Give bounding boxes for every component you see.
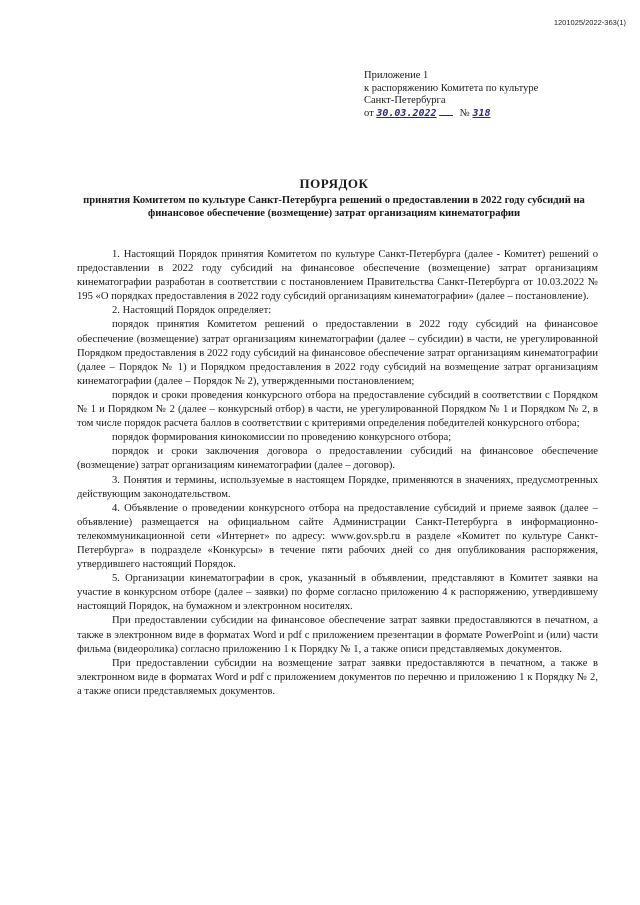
handwritten-number: 318 <box>472 107 491 119</box>
handwritten-date: 30.03.2022 <box>376 107 437 119</box>
title-subtitle: принятия Комитетом по культуре Санкт-Петербурга решений о предоставлении в 2022 году субсидий на финансовое обеспечение (возмещение) затрат организациям кинематографии <box>83 195 585 219</box>
paragraph: 3. Понятия и термины, используемые в настоящем Порядке, применяются в значениях, предусмотренных действующим законодательством. <box>77 474 598 500</box>
paragraph: порядок и сроки проведения конкурсного отбора на предоставление субсидий в соответствии с Порядком № 1 и Порядком № 2 (далее – конкурсный отбор) в части, не урегулированной Порядком № 1 и Порядком № 2, в том числе порядок расчета баллов в соответствии с критериями определения победителей конкурсного отбора; <box>77 389 598 430</box>
paragraph: При предоставлении субсидии на финансовое обеспечение затрат заявки предоставляются в печатном, а также в электронном виде в форматах Word и pdf с приложением презентации в формате PowerPoint и (или) части фильма (видеоролика) согласно приложению 1 к Порядку № 1, а также описи представляемых документов. <box>77 615 598 655</box>
appendix-line-2: к распоряжению Комитета по культуре <box>364 82 539 94</box>
paragraph: 4. Объявление о проведении конкурсного отбора на предоставление субсидий и приеме заявок (далее – объявление) размещается на официальном сайте Администрации Санкт-Петербурга в информационно-телекоммуникационной сети «Интернет» по адресу: www.gov.spb.ru в разделе «Комитет по культуре Санкт-Петербурга» в подразделе «Конкурсы» в течение пяти рабочих дней со дня опубликования распоряжения, утвердившего настоящий Порядок. <box>77 502 598 571</box>
paragraph: порядок принятия Комитетом решений о предоставлении в 2022 году субсидий на финансовое обеспечение (возмещение) затрат организациям кинематографии (далее – субсидии) в части, не урегулированной Порядком предоставления в 2022 году субсидий на финансовое обеспечение затрат организациям кинематографии (далее – Порядок № 1) и Порядком предоставления в 2022 году субсидий на возмещение затрат организациям кинематографии (далее – Порядок № 2), утвержденными постановлением; <box>77 319 598 387</box>
document-body <box>77 248 598 699</box>
appendix-line-1: Приложение 1 <box>364 70 429 81</box>
appendix-block <box>364 70 538 120</box>
paragraph: 5. Организации кинематографии в срок, указанный в объявлении, представляют в Комитет заявки на участие в конкурсном отборе (далее – заявки) по форме согласно приложению 4 к распоряжению, утвердившему настоящий Порядок, на бумажном и электронном носителях. <box>77 573 598 613</box>
date-prefix: от <box>364 107 374 119</box>
document-title <box>60 176 608 220</box>
paragraph: При предоставлении субсидии на возмещение затрат заявки предоставляются в печатном, а также в электронном виде в форматах Word и pdf с приложением документов по перечню и приложению 1 к Порядку № 2, а также описи представляемых документов. <box>77 657 598 697</box>
paragraph: порядок и сроки заключения договора о предоставлении субсидий на финансовое обеспечение (возмещение) затрат организациям кинематографии (далее – договор). <box>77 446 598 472</box>
paragraph: 1. Настоящий Порядок принятия Комитетом по культуре Санкт-Петербурга (далее - Комитет) решений о предоставлении в 2022 году субсидий на финансовое обеспечение (возмещение) затрат организациям кинематографии разработан в соответствии с постановлением Правительства Санкт-Петербурга от 10.03.2022 № 195 «О порядках предоставления в 2022 году субсидий организациям кинематографии» (далее – постановление). <box>77 249 598 303</box>
appendix-line-3: Санкт-Петербурга <box>364 95 446 106</box>
paragraph: порядок формирования кинокомиссии по проведению конкурсного отбора; <box>112 432 452 444</box>
paragraph: 2. Настоящий Порядок определяет: <box>112 305 272 317</box>
number-prefix: № <box>459 107 470 119</box>
registration-number: 1201025/2022-363(1) <box>553 18 626 27</box>
appendix-date-line <box>364 108 538 121</box>
title-heading: ПОРЯДОК <box>299 176 369 191</box>
